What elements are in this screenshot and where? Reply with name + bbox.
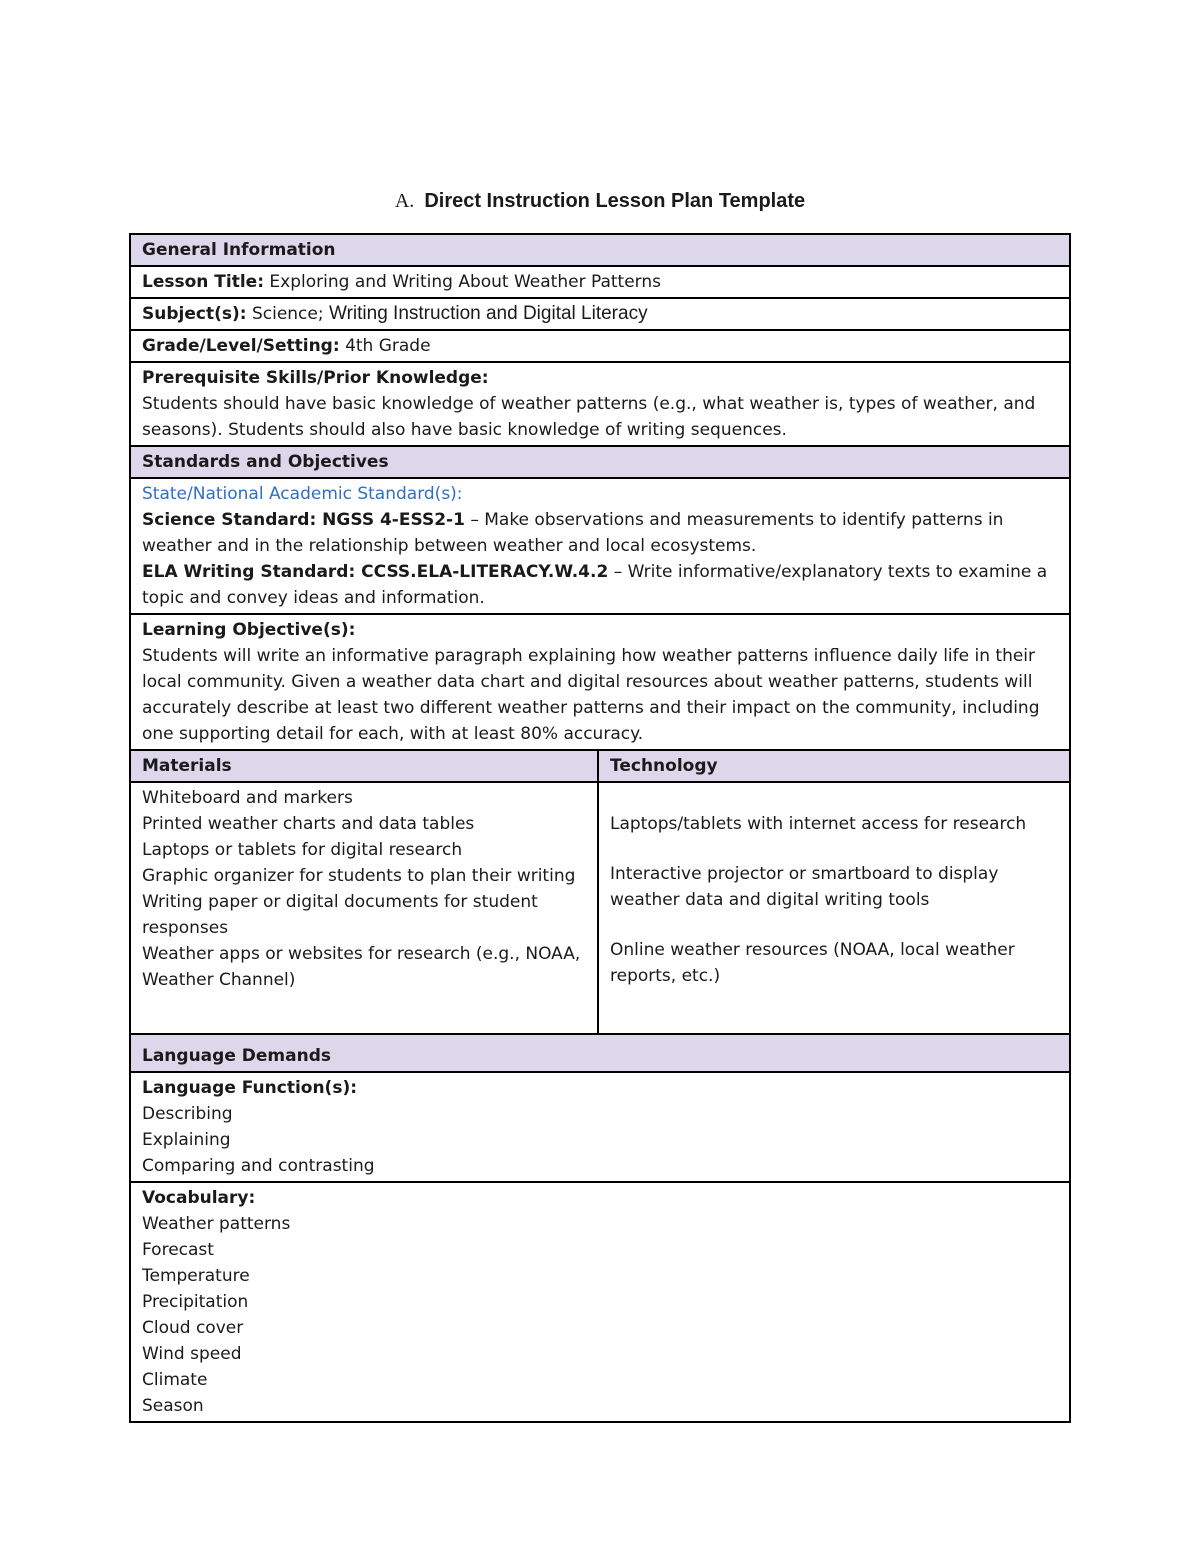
materials-item: Writing paper or digital documents for student responses [142, 892, 538, 938]
grade-value: 4th Grade [345, 336, 431, 356]
materials-item: Weather apps or websites for research (e.g., NOAA, Weather Channel) [142, 944, 581, 990]
prerequisite-row [130, 362, 1070, 446]
vocabulary-label: Vocabulary: [142, 1188, 256, 1208]
language-functions-row [130, 1072, 1070, 1182]
subjects-value-b: Writing Instruction and Digital Literacy [329, 303, 648, 324]
technology-header: Technology [598, 750, 1070, 782]
materials-cell [130, 782, 598, 1034]
technology-item: Online weather resources (NOAA, local weather reports, etc.) [610, 940, 1015, 986]
language-function-item: Describing [142, 1104, 233, 1124]
objectives-label: Learning Objective(s): [142, 620, 356, 640]
materials-item: Whiteboard and markers [142, 788, 353, 808]
language-function-item: Comparing and contrasting [142, 1156, 375, 1176]
document-title-text: Direct Instruction Lesson Plan Template [424, 190, 806, 212]
vocabulary-item: Climate [142, 1370, 208, 1390]
language-demands-header: Language Demands [130, 1034, 1070, 1072]
vocabulary-item: Wind speed [142, 1344, 242, 1364]
standards-row [130, 478, 1070, 614]
subjects-label: Subject(s): [142, 304, 247, 324]
vocabulary-item: Weather patterns [142, 1214, 291, 1234]
vocabulary-item: Cloud cover [142, 1318, 244, 1338]
prerequisite-label: Prerequisite Skills/Prior Knowledge: [142, 368, 489, 388]
lesson-title-label: Lesson Title: [142, 272, 265, 292]
section-marker: A. [394, 190, 415, 212]
lesson-plan-table [129, 233, 1071, 1423]
technology-item: Interactive projector or smartboard to display weather data and digital writing tools [610, 864, 999, 910]
vocabulary-item: Temperature [142, 1266, 250, 1286]
grade-row [130, 330, 1070, 362]
general-information-header: General Information [130, 234, 1070, 266]
prerequisite-text: Students should have basic knowledge of weather patterns (e.g., what weather is, types of weather, and seasons). Students should also have basic knowledge of writing sequences. [142, 394, 1036, 440]
science-standard-label: Science Standard: NGSS 4-ESS2-1 [142, 510, 465, 530]
objectives-text: Students will write an informative paragraph explaining how weather patterns influence daily life in their local community. Given a weather data chart and digital resources about weather patterns, students will accurately describe at least two different weather patterns and their impact on the community, including one supporting detail for each, with at least 80% accuracy. [142, 646, 1040, 744]
technology-item: Laptops/tablets with internet access for research [610, 814, 1027, 834]
materials-item: Graphic organizer for students to plan their writing [142, 866, 576, 886]
materials-item: Laptops or tablets for digital research [142, 840, 463, 860]
materials-header: Materials [130, 750, 598, 782]
document-title [0, 190, 1200, 213]
materials-item: Printed weather charts and data tables [142, 814, 475, 834]
state-standard-label: State/National Academic Standard(s): [142, 484, 463, 504]
vocabulary-item: Season [142, 1396, 204, 1416]
standards-header: Standards and Objectives [130, 446, 1070, 478]
subjects-row [130, 298, 1070, 330]
vocabulary-item: Precipitation [142, 1292, 249, 1312]
objectives-row [130, 614, 1070, 750]
grade-label: Grade/Level/Setting: [142, 336, 340, 356]
language-function-item: Explaining [142, 1130, 231, 1150]
lesson-title-row [130, 266, 1070, 298]
science-standard-text: – Make observations and measurements to identify patterns in weather and in the relationship between weather and local ecosystems. [142, 510, 1004, 556]
ela-standard-label: ELA Writing Standard: CCSS.ELA-LITERACY.W.4.2 [142, 562, 609, 582]
technology-cell [598, 782, 1070, 1034]
lesson-title-value: Exploring and Writing About Weather Patterns [269, 272, 661, 292]
vocabulary-item: Forecast [142, 1240, 214, 1260]
language-functions-label: Language Function(s): [142, 1078, 358, 1098]
ela-standard-text: – Write informative/explanatory texts to examine a topic and convey ideas and information. [142, 562, 1048, 608]
subjects-value-a: Science; [251, 304, 324, 324]
vocabulary-row [130, 1182, 1070, 1422]
